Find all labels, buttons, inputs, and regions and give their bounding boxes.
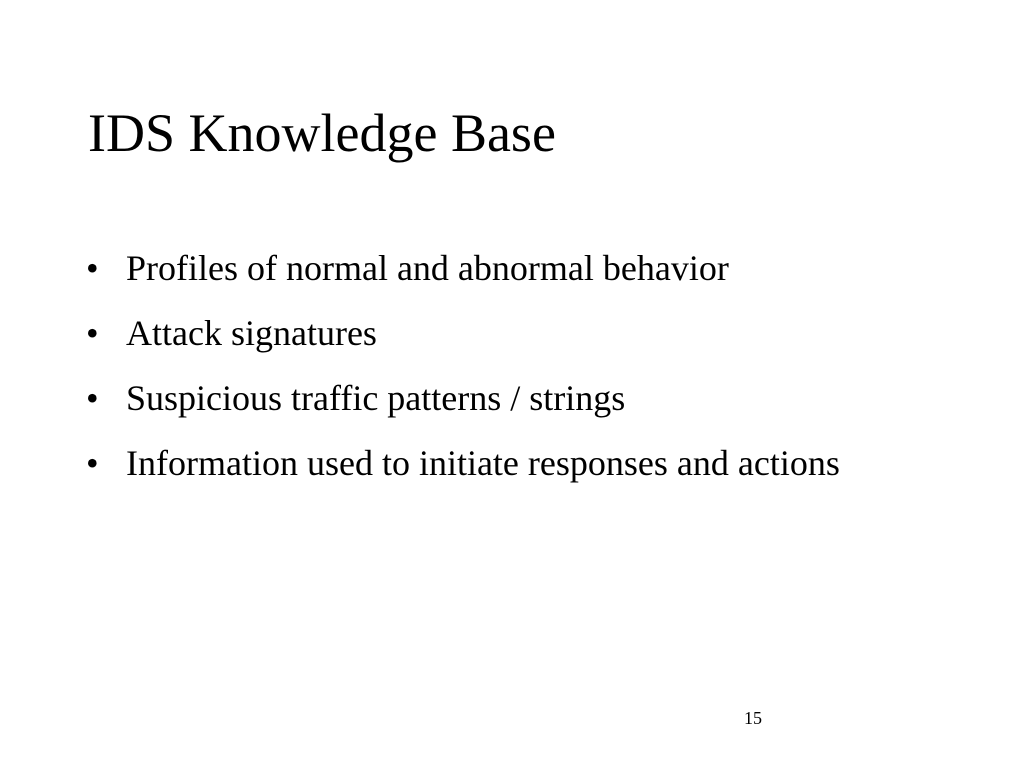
bullet-icon: • [86, 313, 99, 353]
bullet-icon: • [86, 248, 99, 288]
bullet-text: Suspicious traffic patterns / strings [126, 378, 626, 418]
slide-title: IDS Knowledge Base [88, 103, 556, 163]
bullet-icon: • [86, 378, 99, 418]
bullet-item [86, 438, 916, 488]
bullet-item [86, 243, 916, 293]
bullet-text: Information used to initiate responses and actions [126, 443, 840, 483]
bullet-list [86, 243, 916, 503]
page-number: 15 [744, 708, 762, 728]
bullet-text: Profiles of normal and abnormal behavior [126, 248, 729, 288]
bullet-icon: • [86, 443, 99, 483]
bullet-item [86, 373, 916, 423]
bullet-text: Attack signatures [126, 313, 377, 353]
bullet-item [86, 308, 916, 358]
